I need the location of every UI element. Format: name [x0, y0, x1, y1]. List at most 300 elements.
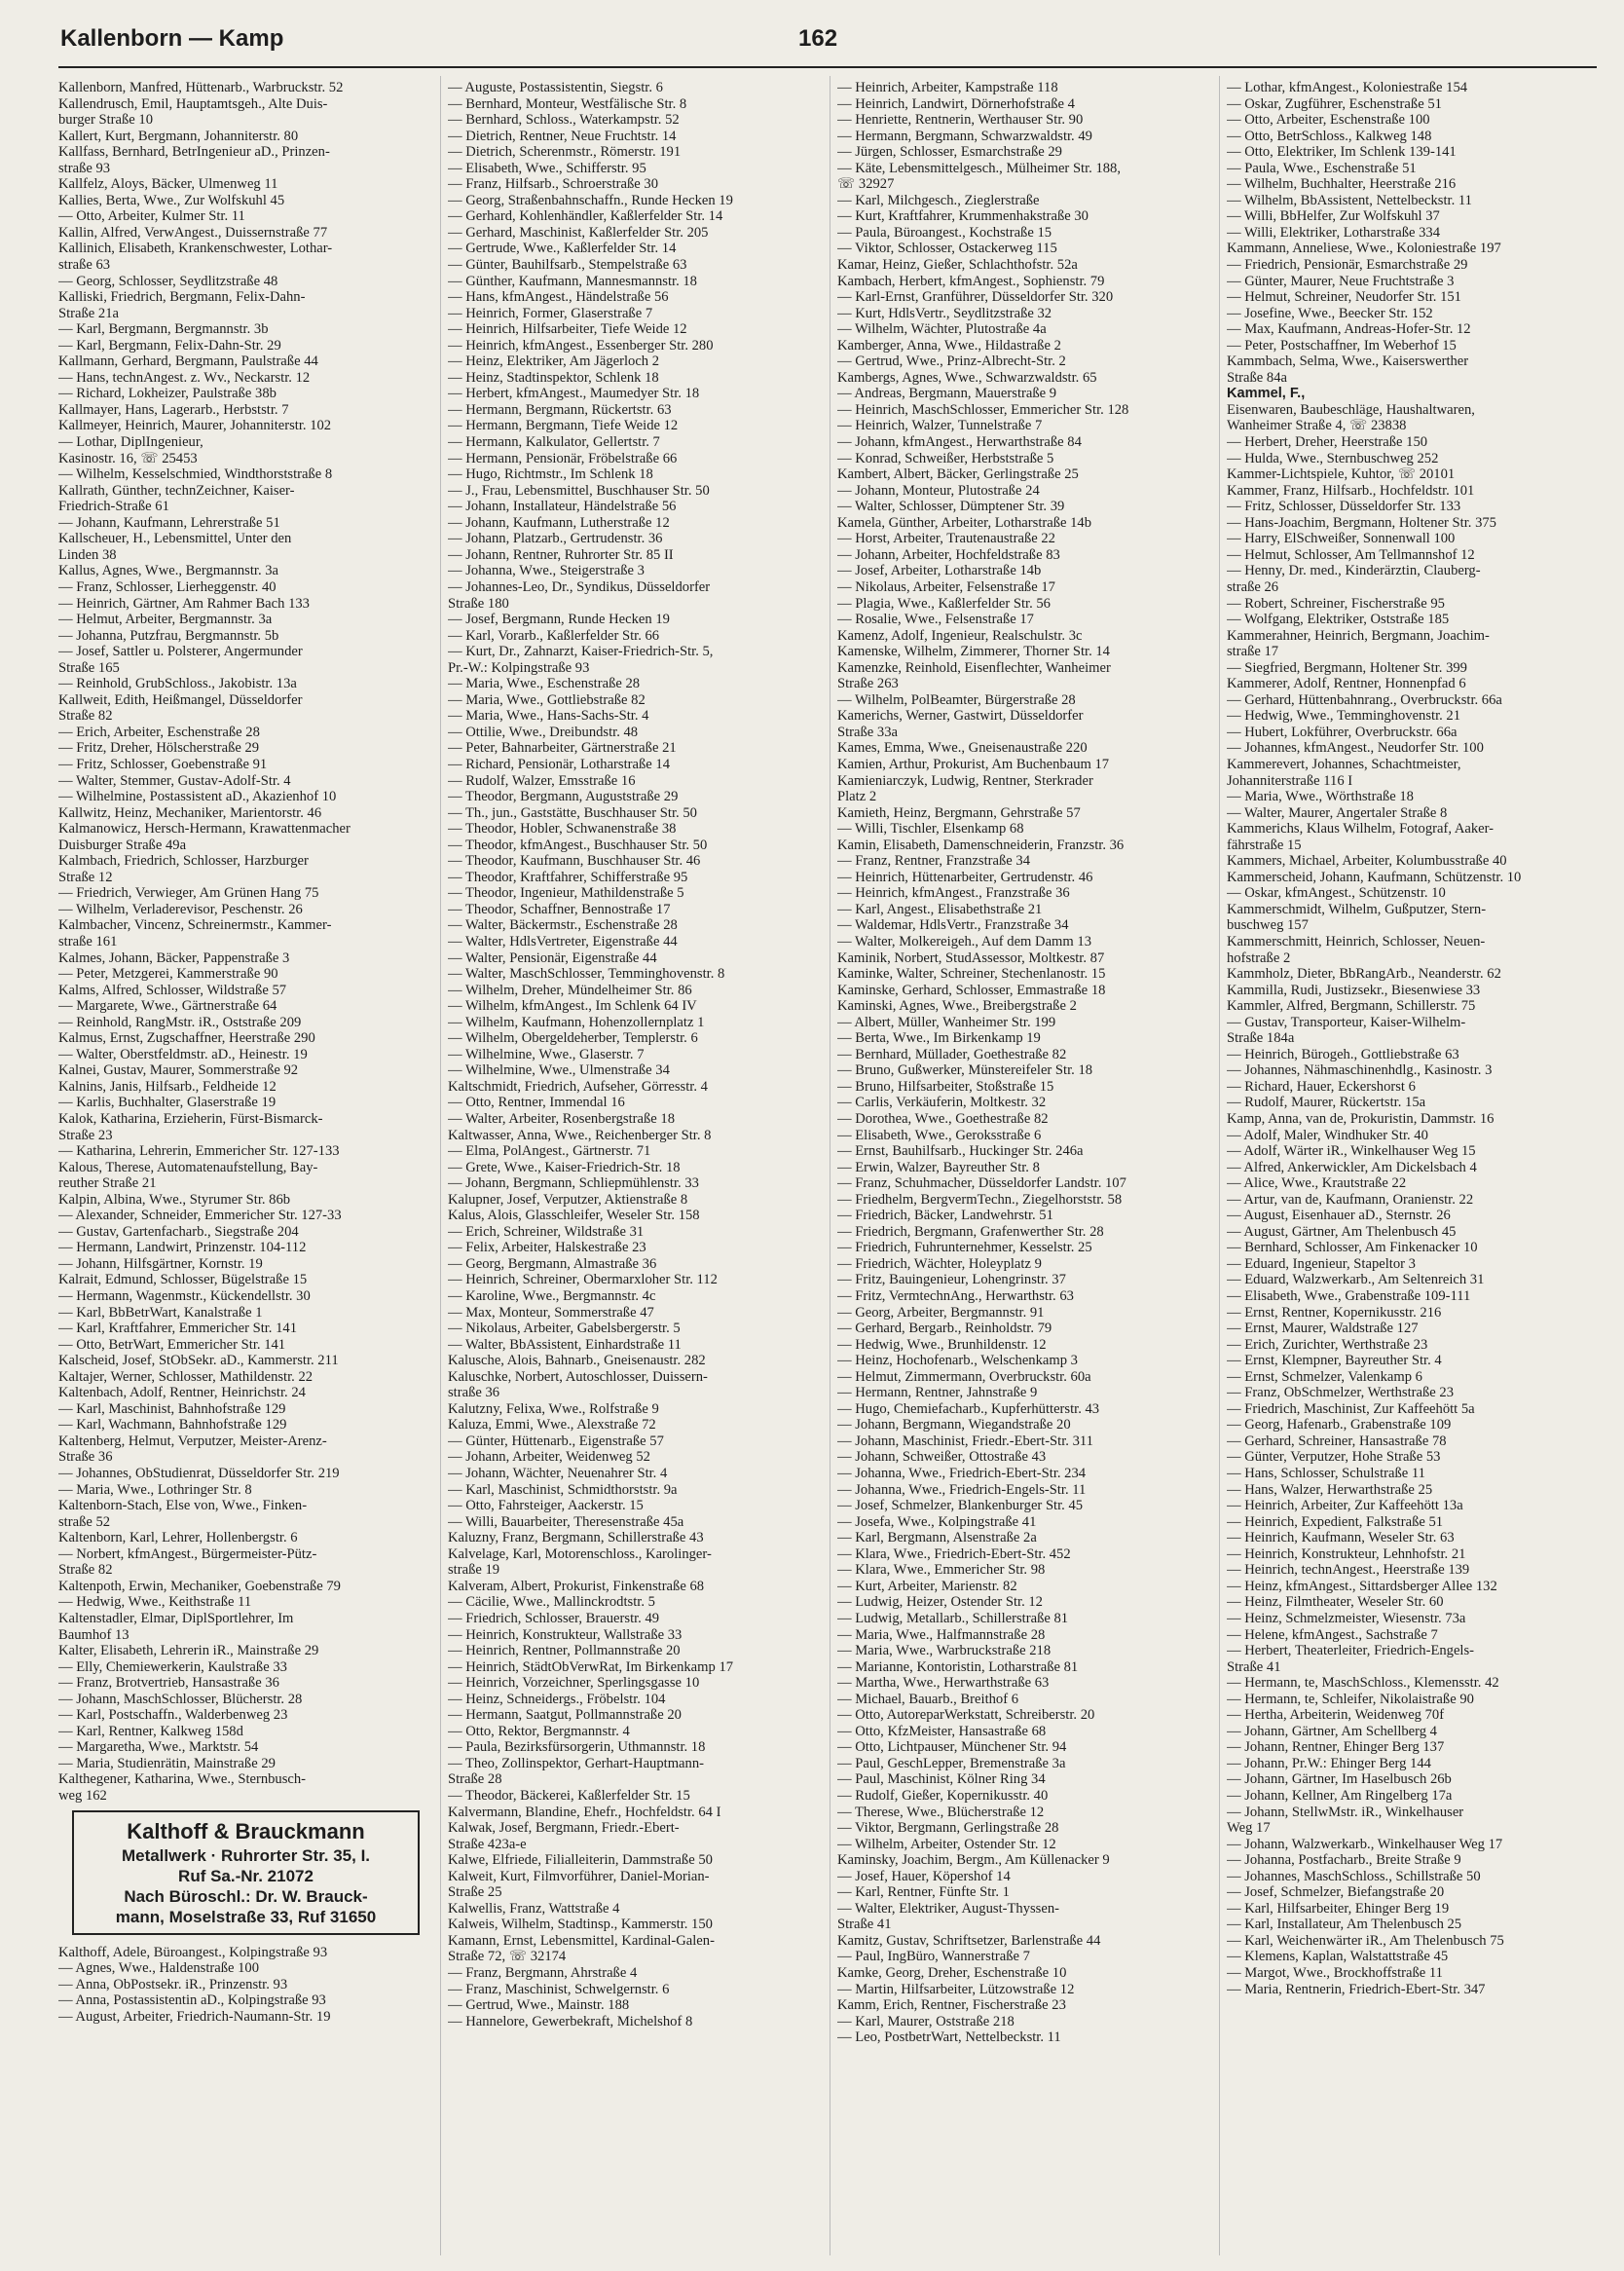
directory-entry-line: Kamke, Georg, Dreher, Eschenstraße 10 — [837, 1964, 1067, 1981]
directory-entry-line: — Richard, Lokheizer, Paulstraße 38b — [58, 386, 277, 402]
directory-entry-line: — Wilhelm, Obergeldeherber, Templerstr. 6 — [448, 1030, 698, 1047]
directory-entry-line: Kaminski, Agnes, Wwe., Breibergstraße 2 — [837, 998, 1077, 1015]
directory-entry-line: — Paul, IngBüro, Wannerstraße 7 — [837, 1949, 1030, 1965]
directory-entry-line: Baumhof 13 — [58, 1626, 129, 1643]
directory-entry-line: — Johann, Monteur, Plutostraße 24 — [837, 482, 1040, 499]
directory-entry-line: Straße 184a — [1227, 1030, 1295, 1047]
directory-entry-line: — Wolfgang, Elektriker, Oststraße 185 — [1227, 612, 1450, 628]
directory-entry-line: — J., Frau, Lebensmittel, Buschhauser Str. 50 — [448, 482, 710, 499]
advertisement-box — [72, 1810, 420, 1935]
directory-entry-line: — Hedwig, Wwe., Keithstraße 11 — [58, 1594, 252, 1611]
directory-entry-line: — Herbert, Dreher, Heerstraße 150 — [1227, 434, 1428, 451]
directory-entry-line: — Johann, Hilfsgärtner, Kornstr. 19 — [58, 1255, 263, 1272]
directory-entry-line: — Katharina, Lehrerin, Emmericher Str. 127-133 — [58, 1143, 340, 1160]
directory-entry-line: — Peter, Bahnarbeiter, Gärtnerstraße 21 — [448, 740, 677, 757]
directory-entry-line: Kalliski, Friedrich, Bergmann, Felix-Dahn- — [58, 289, 306, 306]
directory-entry-line: — August, Gärtner, Am Thelenbusch 45 — [1227, 1223, 1457, 1240]
directory-entry-line: — Rosalie, Wwe., Felsenstraße 17 — [837, 612, 1034, 628]
directory-entry-line: — Walter, Pensionär, Eigenstraße 44 — [448, 949, 657, 966]
directory-entry-line: — Heinrich, Bürogeh., Gottliebstraße 63 — [1227, 1046, 1459, 1062]
directory-entry-line: straße 161 — [58, 933, 118, 949]
directory-entry-line: — Günter, Hüttenarb., Eigenstraße 57 — [448, 1433, 664, 1449]
directory-entry-line: — Hans, Schlosser, Schulstraße 11 — [1227, 1466, 1425, 1482]
directory-entry-line: — Hans, kfmAngest., Händelstraße 56 — [448, 289, 669, 306]
directory-entry-line: weg 162 — [58, 1787, 107, 1804]
column-4 — [1227, 80, 1597, 1997]
directory-entry-line: Kalmbacher, Vincenz, Schreinermstr., Kammer- — [58, 917, 332, 934]
directory-entry-line: — Klara, Wwe., Friedrich-Ebert-Str. 452 — [837, 1545, 1071, 1562]
column-3 — [837, 80, 1212, 2046]
directory-entry-line: Straße 28 — [448, 1771, 502, 1788]
directory-entry-line: Kalter, Elisabeth, Lehrerin iR., Mainstraße 29 — [58, 1643, 319, 1659]
directory-entry-line: — Willi, Elektriker, Lotharstraße 334 — [1227, 224, 1441, 241]
directory-entry-line: Kamieth, Heinz, Bergmann, Gehrstraße 57 — [837, 804, 1081, 821]
directory-entry-line: Straße 180 — [448, 595, 509, 612]
directory-entry-line: Platz 2 — [837, 789, 877, 805]
directory-entry-line: straße 17 — [1227, 644, 1279, 660]
directory-entry-line: — Erich, Schreiner, Wildstraße 31 — [448, 1223, 645, 1240]
directory-entry-line: — Hermann, Rentner, Jahnstraße 9 — [837, 1385, 1038, 1401]
directory-entry-line: — Otto, BetrWart, Emmericher Str. 141 — [58, 1336, 286, 1353]
directory-entry-line: Kammerschmidt, Wilhelm, Gußputzer, Stern- — [1227, 901, 1487, 917]
directory-entry-line: Straße 263 — [837, 676, 899, 692]
directory-entry-line: — Franz, Schuhmacher, Düsseldorfer Landstr. 107 — [837, 1175, 1126, 1192]
directory-entry-line: — Johann, Arbeiter, Hochfeldstraße 83 — [837, 546, 1060, 563]
directory-entry-line: — Friedrich, Verwieger, Am Grünen Hang 75 — [58, 885, 319, 902]
directory-entry-line: — Klemens, Kaplan, Walstattstraße 45 — [1227, 1949, 1449, 1965]
directory-entry-line: — Heinz, Stadtinspektor, Schlenk 18 — [448, 369, 659, 386]
directory-entry-line: — Gustav, Transporteur, Kaiser-Wilhelm- — [1227, 1014, 1466, 1030]
directory-entry-line: — Robert, Schreiner, Fischerstraße 95 — [1227, 595, 1445, 612]
directory-entry-line: — Martin, Hilfsarbeiter, Lützowstraße 12 — [837, 1981, 1075, 1997]
directory-entry-line: straße 63 — [58, 257, 111, 274]
directory-entry-line: — Johanna, Wwe., Friedrich-Engels-Str. 11 — [837, 1481, 1087, 1498]
page-number: 162 — [798, 25, 838, 52]
directory-entry-line: — Heinz, Schneidergs., Fröbelstr. 104 — [448, 1691, 666, 1707]
directory-entry-line: Kaltschmidt, Friedrich, Aufseher, Görresstr. 4 — [448, 1078, 708, 1095]
directory-entry-line: — Karl, Rentner, Fünfte Str. 1 — [837, 1884, 1010, 1901]
directory-entry-line: Kalms, Alfred, Schlosser, Wildstraße 57 — [58, 982, 287, 998]
directory-entry-line: — Heinrich, Kaufmann, Weseler Str. 63 — [1227, 1530, 1455, 1546]
directory-entry-line: — Friedhelm, BergvermTechn., Ziegelhorststr. 58 — [837, 1191, 1123, 1208]
directory-entry-line: Kambergs, Agnes, Wwe., Schwarzwaldstr. 65 — [837, 369, 1097, 386]
directory-entry-line: — Gertrud, Wwe., Prinz-Albrecht-Str. 2 — [837, 354, 1066, 370]
directory-entry-line: — Margot, Wwe., Brockhoffstraße 11 — [1227, 1964, 1443, 1981]
directory-entry-line: Linden 38 — [58, 546, 117, 563]
directory-entry-line: — Johann, Wächter, Neuenahrer Str. 4 — [448, 1466, 668, 1482]
directory-entry-line: Kalvelage, Karl, Motorenschloss., Karolinger- — [448, 1545, 712, 1562]
directory-entry-line: ☏ 32927 — [837, 176, 895, 193]
directory-entry-line: — Johann, MaschSchlosser, Blücherstr. 28 — [58, 1691, 303, 1707]
directory-entry-line: — Josef, Sattler u. Polsterer, Angermunder — [58, 644, 303, 660]
directory-entry-line: — Friedrich, Fuhrunternehmer, Kesselstr. 25 — [837, 1240, 1092, 1256]
directory-entry-line: — Karoline, Wwe., Bergmannstr. 4c — [448, 1288, 656, 1305]
directory-entry-line: — Maria, Studienrätin, Mainstraße 29 — [58, 1755, 276, 1771]
directory-entry-line: Kammerschmitt, Heinrich, Schlosser, Neuen- — [1227, 933, 1486, 949]
directory-entry-line: Kallus, Agnes, Wwe., Bergmannstr. 3a — [58, 563, 279, 579]
directory-entry-line: — Auguste, Postassistentin, Siegstr. 6 — [448, 80, 663, 95]
directory-entry-line: — Wilhelm, Verladerevisor, Peschenstr. 26 — [58, 901, 303, 917]
directory-entry-line: — Josef, Schmelzer, Biefangstraße 20 — [1227, 1884, 1445, 1901]
directory-entry-line: — Bruno, Hilfsarbeiter, Stoßstraße 15 — [837, 1078, 1054, 1095]
directory-entry-line: — Jürgen, Schlosser, Esmarchstraße 29 — [837, 144, 1062, 161]
directory-entry-line: Kalweis, Wilhelm, Stadtinsp., Kammerstr. 150 — [448, 1917, 713, 1933]
directory-entry-line: — Konrad, Schweißer, Herbststraße 5 — [837, 450, 1054, 466]
directory-page — [58, 25, 1597, 2255]
directory-entry-line: straße 19 — [448, 1562, 500, 1579]
directory-entry-line: Straße 12 — [58, 869, 113, 885]
directory-entry-line: Kalmus, Ernst, Zugschaffner, Heerstraße 290 — [58, 1030, 315, 1047]
directory-entry-line: — Gertrud, Wwe., Mainstr. 188 — [448, 1997, 630, 2014]
directory-entry-line: Kalvermann, Blandine, Ehefr., Hochfeldstr. 64 I — [448, 1804, 721, 1820]
directory-entry-line: Kammerer, Adolf, Rentner, Honnenpfad 6 — [1227, 676, 1466, 692]
directory-entry-line: — Walter, Bäckermstr., Eschenstraße 28 — [448, 917, 678, 934]
directory-entry-line: — Günter, Verputzer, Hohe Straße 53 — [1227, 1449, 1441, 1466]
directory-entry-line: Kamien, Arthur, Prokurist, Am Buchenbaum 17 — [837, 756, 1110, 772]
advertisement-line: Metallwerk · Ruhrorter Str. 35, I. — [121, 1845, 371, 1865]
directory-entry-line: — Johann, Bergmann, Wiegandstraße 20 — [837, 1417, 1071, 1433]
directory-entry-line: — Hedwig, Wwe., Temminghovenstr. 21 — [1227, 708, 1461, 725]
directory-entry-line: Duisburger Straße 49a — [58, 837, 187, 853]
directory-entry-line: — Walter, MaschSchlosser, Temminghovenstr. 8 — [448, 966, 725, 983]
directory-entry-line: — Horst, Arbeiter, Trautenaustraße 22 — [837, 531, 1055, 547]
directory-entry-line: — Ludwig, Metallarb., Schillerstraße 81 — [837, 1610, 1069, 1626]
directory-entry-line: buschweg 157 — [1227, 917, 1309, 934]
directory-entry-line: — Karl-Ernst, Granführer, Düsseldorfer Str. 320 — [837, 289, 1114, 306]
directory-entry-line: — Anna, Postassistentin aD., Kolpingstraße 93 — [58, 1992, 326, 2009]
directory-entry-line: Kammerscheid, Johann, Kaufmann, Schützenstr. 10 — [1227, 869, 1522, 885]
directory-entry-line: — Walter, Elektriker, August-Thyssen- — [837, 1900, 1059, 1917]
directory-entry-line: — Johann, Kaufmann, Lutherstraße 12 — [448, 514, 670, 531]
directory-entry-line: — Gerhard, Maschinist, Kaßlerfelder Str. 205 — [448, 224, 709, 241]
directory-entry-line: Wanheimer Straße 4, ☏ 23838 — [1227, 418, 1407, 434]
directory-entry-line: — Norbert, kfmAngest., Bürgermeister-Pütz- — [58, 1545, 317, 1562]
directory-entry-line: — Elisabeth, Wwe., Schifferstr. 95 — [448, 160, 646, 176]
page-header — [58, 25, 1597, 64]
directory-entry-line: — Gertrude, Wwe., Kaßlerfelder Str. 14 — [448, 241, 677, 257]
directory-entry-line: — Paul, GeschLepper, Bremenstraße 3a — [837, 1755, 1066, 1771]
directory-entry-line: Kammel, F., — [1227, 386, 1306, 402]
directory-entry-line: — Hans-Joachim, Bergmann, Holtener Str. 375 — [1227, 514, 1496, 531]
directory-entry-line: — Harry, ElSchweißer, Sonnenwall 100 — [1227, 531, 1456, 547]
directory-entry-line: — Heinrich, Former, Glaserstraße 7 — [448, 305, 653, 321]
directory-entry-line: — Josefine, Wwe., Beecker Str. 152 — [1227, 305, 1433, 321]
directory-entry-line: — Rudolf, Gießer, Kopernikusstr. 40 — [837, 1787, 1049, 1804]
directory-entry-line: — Dietrich, Scherenmstr., Römerstr. 191 — [448, 144, 682, 161]
directory-entry-line: — Eduard, Walzwerkarb., Am Seltenreich 31 — [1227, 1272, 1485, 1288]
directory-entry-line: — Helmut, Zimmermann, Overbruckstr. 60a — [837, 1368, 1091, 1385]
directory-entry-line: — Peter, Postschaffner, Im Weberhof 15 — [1227, 337, 1457, 354]
directory-entry-line: Kalous, Therese, Automatenaufstellung, Bay- — [58, 1159, 318, 1175]
directory-entry-line: — Therese, Wwe., Blücherstraße 12 — [837, 1804, 1045, 1820]
directory-entry-line: — Ernst, Bauhilfsarb., Huckinger Str. 246a — [837, 1143, 1084, 1160]
directory-entry-line: — Heinrich, MaschSchlosser, Emmericher Str. 128 — [837, 401, 1129, 418]
directory-entry-line: — Karl, Bergmann, Alsenstraße 2a — [837, 1530, 1037, 1546]
directory-entry-line: — Karl, Vorarb., Kaßlerfelder Str. 66 — [448, 627, 660, 644]
directory-entry-line: — Alfred, Ankerwickler, Am Dickelsbach 4 — [1227, 1159, 1477, 1175]
directory-entry-line: — Johann, Bergmann, Schliepmühlenstr. 33 — [448, 1175, 699, 1192]
directory-entry-line: — Otto, Fahrsteiger, Aackerstr. 15 — [448, 1498, 644, 1514]
directory-entry-line: — Johann, Rentner, Ruhrorter Str. 85 II — [448, 546, 674, 563]
column-divider — [1219, 76, 1220, 2255]
directory-entry-line: — Wilhelm, Kaufmann, Hohenzollernplatz 1 — [448, 1014, 705, 1030]
directory-entry-line: — Martha, Wwe., Herwarthstraße 63 — [837, 1675, 1050, 1692]
directory-entry-line: — Johanna, Postfacharb., Breite Straße 9 — [1227, 1852, 1461, 1869]
directory-entry-line: — Heinz, kfmAngest., Sittardsberger Allee 132 — [1227, 1578, 1497, 1594]
header-rule — [58, 66, 1597, 68]
directory-entry-line: — Herbert, Theaterleiter, Friedrich-Engels- — [1227, 1643, 1475, 1659]
directory-entry-line: — Fritz, Schlosser, Goebenstraße 91 — [58, 756, 268, 772]
directory-entry-line: — Carlis, Verkäuferin, Moltkestr. 32 — [837, 1095, 1047, 1111]
directory-entry-line: — Otto, Elektriker, Im Schlenk 139-141 — [1227, 144, 1457, 161]
directory-entry-line: — Otto, Rektor, Bergmannstr. 4 — [448, 1723, 630, 1739]
directory-entry-line: Kamieniarczyk, Ludwig, Rentner, Sterkrader — [837, 772, 1093, 789]
directory-entry-line: Friedrich-Straße 61 — [58, 499, 169, 515]
directory-entry-line: — Bernhard, Müllader, Goethestraße 82 — [837, 1046, 1067, 1062]
directory-entry-line: Kalthoff, Adele, Büroangest., Kolpingstraße 93 — [58, 1944, 328, 1960]
directory-entry-line: — Rudolf, Walzer, Emsstraße 16 — [448, 772, 636, 789]
directory-entry-line: Kalupner, Josef, Verputzer, Aktienstraße 8 — [448, 1191, 688, 1208]
directory-entry-line: Kamenzke, Reinhold, Eisenflechter, Wanheimer — [837, 659, 1111, 676]
directory-entry-line: Kammerahner, Heinrich, Bergmann, Joachim- — [1227, 627, 1490, 644]
directory-entry-line: — Heinrich, technAngest., Heerstraße 139 — [1227, 1562, 1470, 1579]
directory-entry-line: — Elma, PolAngest., Gärtnerstr. 71 — [448, 1143, 651, 1160]
directory-entry-line: — Theodor, Hobler, Schwanenstraße 38 — [448, 821, 677, 838]
directory-entry-line: — Agnes, Wwe., Haldenstraße 100 — [58, 1960, 260, 1977]
directory-entry-line: — Andreas, Bergmann, Mauerstraße 9 — [837, 386, 1057, 402]
directory-entry-line: Kasinostr. 16, ☏ 25453 — [58, 450, 198, 466]
directory-entry-line: — Johannes-Leo, Dr., Syndikus, Düsseldorfer — [448, 578, 711, 595]
directory-entry-line: Straße 165 — [58, 659, 120, 676]
directory-entry-line: — Maria, Wwe., Lothringer Str. 8 — [58, 1481, 252, 1498]
directory-entry-line: Kalus, Alois, Glasschleifer, Weseler Str. 158 — [448, 1208, 700, 1224]
directory-entry-line: — Erich, Zurichter, Werthstraße 23 — [1227, 1336, 1428, 1353]
directory-entry-line: Kalwellis, Franz, Wattstraße 4 — [448, 1900, 620, 1917]
directory-entry-line: — Käte, Lebensmittelgesch., Mülheimer Str. 188, — [837, 160, 1122, 176]
directory-entry-line: — Johann, Walzwerkarb., Winkelhauser Weg 17 — [1227, 1836, 1503, 1852]
directory-entry-line: Kalpin, Albina, Wwe., Styrumer Str. 86b — [58, 1191, 291, 1208]
directory-entry-line: Kaltenstadler, Elmar, DiplSportlehrer, Im — [58, 1610, 294, 1626]
directory-entry-line: — Waldemar, HdlsVertr., Franzstraße 34 — [837, 917, 1069, 934]
directory-entry-line: — Johann, Installateur, Händelstraße 56 — [448, 499, 677, 515]
directory-entry-line: — Ludwig, Heizer, Ostender Str. 12 — [837, 1594, 1043, 1611]
directory-entry-line: — Nikolaus, Arbeiter, Gabelsbergerstr. 5 — [448, 1321, 681, 1337]
directory-entry-line: — Heinrich, Arbeiter, Kampstraße 118 — [837, 80, 1058, 95]
directory-entry-line: — Peter, Metzgerei, Kammerstraße 90 — [58, 966, 278, 983]
directory-entry-line: — Heinrich, Landwirt, Dörnerhofstraße 4 — [837, 95, 1075, 112]
directory-entry-line: — Gerhard, Hüttenbahnrang., Overbruckstr. 66a — [1227, 691, 1502, 708]
directory-entry-line: — Franz, Maschinist, Schwelgernstr. 6 — [448, 1981, 670, 1997]
directory-entry-line: — Klara, Wwe., Emmericher Str. 98 — [837, 1562, 1046, 1579]
directory-entry-line: — Hedwig, Wwe., Brunhildenstr. 12 — [837, 1336, 1047, 1353]
directory-entry-line: — Heinrich, Hüttenarbeiter, Gertrudenstr. 46 — [837, 869, 1093, 885]
directory-entry-line: — Felix, Arbeiter, Halskestraße 23 — [448, 1240, 646, 1256]
directory-entry-line: — Josef, Bergmann, Runde Hecken 19 — [448, 612, 670, 628]
directory-entry-line: straße 93 — [58, 160, 111, 176]
directory-entry-line: — Viktor, Bergmann, Gerlingstraße 28 — [837, 1820, 1059, 1837]
directory-entry-line: Kallrath, Günther, technZeichner, Kaiser- — [58, 482, 295, 499]
directory-entry-line: — Hermann, Wagenmstr., Kückendellstr. 30 — [58, 1288, 311, 1305]
directory-entry-line: — Hans, Walzer, Herwarthstraße 25 — [1227, 1481, 1433, 1498]
directory-entry-line: — Grete, Wwe., Kaiser-Friedrich-Str. 18 — [448, 1159, 681, 1175]
directory-entry-line: — Otto, Lichtpauser, Münchener Str. 94 — [837, 1739, 1067, 1756]
directory-entry-line: Kallinich, Elisabeth, Krankenschwester, Lothar- — [58, 241, 333, 257]
directory-entry-line: — Theodor, kfmAngest., Buschhauser Str. 50 — [448, 837, 708, 853]
directory-entry-line: — Johann, StellwMstr. iR., Winkelhauser — [1227, 1804, 1464, 1820]
directory-entry-line: Straße 72, ☏ 32174 — [448, 1949, 567, 1965]
directory-entry-line: — Friedrich, Pensionär, Esmarchstraße 29 — [1227, 257, 1468, 274]
directory-entry-line: Kalwak, Josef, Bergmann, Friedr.-Ebert- — [448, 1820, 680, 1837]
directory-entry-line: — Heinz, Hochofenarb., Welschenkamp 3 — [837, 1353, 1078, 1369]
directory-entry-line: — Heinrich, Konstrukteur, Wallstraße 33 — [448, 1626, 683, 1643]
directory-entry-line: — Johann, Gärtner, Im Haselbusch 26b — [1227, 1771, 1452, 1788]
directory-entry-line: — Johanna, Wwe., Friedrich-Ebert-Str. 234 — [837, 1466, 1087, 1482]
directory-entry-line: — Karl, Weichenwärter iR., Am Thelenbusch 75 — [1227, 1932, 1504, 1949]
directory-entry-line: — Franz, Bergmann, Ahrstraße 4 — [448, 1964, 638, 1981]
directory-entry-line: Kallert, Kurt, Bergmann, Johanniterstr. 80 — [58, 128, 299, 144]
directory-entry-line: — Maria, Wwe., Halfmannstraße 28 — [837, 1626, 1046, 1643]
directory-entry-line: — Siegfried, Bergmann, Holtener Str. 399 — [1227, 659, 1467, 676]
directory-entry-line: — Karl, Maurer, Oststraße 218 — [837, 2013, 1015, 2029]
directory-entry-line: fährstraße 15 — [1227, 837, 1302, 853]
directory-entry-line: burger Straße 10 — [58, 112, 153, 129]
directory-entry-line: — Elly, Chemiewerkerin, Kaulstraße 33 — [58, 1658, 287, 1675]
directory-entry-line: — Walter, Schlosser, Dümptener Str. 39 — [837, 499, 1065, 515]
directory-entry-line: — Hermann, te, Schleifer, Nikolaistraße 90 — [1227, 1691, 1474, 1707]
directory-entry-line: Kaltajer, Werner, Schlosser, Mathildenstr. 22 — [58, 1368, 314, 1385]
directory-entry-line: — Heinz, Filmtheater, Weseler Str. 60 — [1227, 1594, 1444, 1611]
directory-entry-line: — Maria, Rentnerin, Friedrich-Ebert-Str. 347 — [1227, 1981, 1486, 1997]
directory-entry-line: — Margarete, Wwe., Gärtnerstraße 64 — [58, 998, 277, 1015]
directory-entry-line: Kamenz, Adolf, Ingenieur, Realschulstr. 3c — [837, 627, 1083, 644]
directory-entry-line: Kaltenbach, Adolf, Rentner, Heinrichstr. 24 — [58, 1385, 306, 1401]
directory-entry-line: — Heinrich, Konstrukteur, Lehnhofstr. 21 — [1227, 1545, 1466, 1562]
directory-entry-line: Kaminsky, Joachim, Bergm., Am Küllenacker 9 — [837, 1852, 1110, 1869]
directory-entry-line: — Heinz, Schmelzmeister, Wiesenstr. 73a — [1227, 1610, 1466, 1626]
directory-entry-line: Kamm, Erich, Rentner, Fischerstraße 23 — [837, 1997, 1066, 2014]
directory-entry-line: Kammholz, Dieter, BbRangArb., Neanderstr. 62 — [1227, 966, 1501, 983]
directory-entry-line: — Kurt, HdlsVertr., Seydlitzstraße 32 — [837, 305, 1052, 321]
directory-entry-line: Kalok, Katharina, Erzieherin, Fürst-Bismarck- — [58, 1111, 323, 1127]
directory-entry-line: — Georg, Bergmann, Almastraße 36 — [448, 1255, 657, 1272]
directory-entry-line: — Karl, Bergmann, Bergmannstr. 3b — [58, 321, 269, 338]
directory-entry-line: — Oskar, Zugführer, Eschenstraße 51 — [1227, 95, 1442, 112]
directory-entry-line: — Karl, BbBetrWart, Kanalstraße 1 — [58, 1304, 263, 1321]
directory-entry-line: — Hermann, Bergmann, Schwarzwaldstr. 49 — [837, 128, 1092, 144]
directory-entry-line: — Herbert, kfmAngest., Maumedyer Str. 18 — [448, 386, 700, 402]
directory-entry-line: — Wilhelm, Dreher, Mündelheimer Str. 86 — [448, 982, 692, 998]
directory-entry-line: Straße 23 — [58, 1127, 113, 1143]
directory-entry-line: — Hertha, Arbeiterin, Weidenweg 70f — [1227, 1707, 1445, 1724]
directory-entry-line: — Gerhard, Schreiner, Hansastraße 78 — [1227, 1433, 1447, 1449]
directory-entry-line: Weg 17 — [1227, 1820, 1271, 1837]
directory-entry-line: Kaminke, Walter, Schreiner, Stechenlanostr. 15 — [837, 966, 1106, 983]
directory-entry-line: — Elisabeth, Wwe., Geroksstraße 6 — [837, 1127, 1042, 1143]
directory-entry-line: — Walter, Stemmer, Gustav-Adolf-Str. 4 — [58, 772, 291, 789]
directory-entry-line: — Richard, Hauer, Eckershorst 6 — [1227, 1078, 1416, 1095]
directory-entry-line: — Oskar, kfmAngest., Schützenstr. 10 — [1227, 885, 1446, 902]
directory-entry-line: — Reinhold, RangMstr. iR., Oststraße 209 — [58, 1014, 302, 1030]
directory-entry-line: Kammbach, Selma, Wwe., Kaiserswerther — [1227, 354, 1469, 370]
directory-entry-line: — Wilhelm, Buchhalter, Heerstraße 216 — [1227, 176, 1457, 193]
directory-entry-line: — Johann, Pr.W.: Ehinger Berg 144 — [1227, 1755, 1431, 1771]
directory-entry-line: — Erwin, Walzer, Bayreuther Str. 8 — [837, 1159, 1040, 1175]
directory-entry-line: Kalnins, Janis, Hilfsarb., Feldheide 12 — [58, 1078, 277, 1095]
directory-entry-line: — Hans, technAngest. z. Wv., Neckarstr. 12 — [58, 369, 311, 386]
directory-entry-line: — Maria, Wwe., Eschenstraße 28 — [448, 676, 641, 692]
directory-entry-line: — Gerhard, Bergarb., Reinholdstr. 79 — [837, 1321, 1052, 1337]
directory-entry-line: — Heinrich, Expedient, Falkstraße 51 — [1227, 1513, 1444, 1530]
directory-entry-line: — Alexander, Schneider, Emmericher Str. 127-33 — [58, 1208, 342, 1224]
directory-entry-line: — Maria, Wwe., Hans-Sachs-Str. 4 — [448, 708, 649, 725]
directory-entry-line: — Hubert, Lokführer, Overbruckstr. 66a — [1227, 724, 1458, 740]
directory-entry-line: — Walter, BbAssistent, Einhardstraße 11 — [448, 1336, 682, 1353]
directory-entry-line: — Richard, Pensionär, Lotharstraße 14 — [448, 756, 670, 772]
advertisement-line: Nach Büroschl.: Dr. W. Brauck- — [124, 1886, 368, 1906]
directory-entry-line: Kaluza, Emmi, Wwe., Alexstraße 72 — [448, 1417, 656, 1433]
directory-entry-line: Kammer, Franz, Hilfsarb., Hochfeldstr. 101 — [1227, 482, 1475, 499]
directory-entry-line: — Heinrich, kfmAngest., Essenberger Str. 280 — [448, 337, 714, 354]
directory-entry-line: — Karl, Bergmann, Felix-Dahn-Str. 29 — [58, 337, 281, 354]
directory-entry-line: Straße 82 — [58, 708, 113, 725]
directory-entry-line: — Karl, Kraftfahrer, Emmericher Str. 141 — [58, 1321, 297, 1337]
directory-entry-line: Kalusche, Alois, Bahnarb., Gneisenaustr. 282 — [448, 1353, 706, 1369]
directory-entry-line: — Otto, Arbeiter, Eschenstraße 100 — [1227, 112, 1430, 129]
directory-entry-line: Kaltenpoth, Erwin, Mechaniker, Goebenstraße 79 — [58, 1578, 341, 1594]
directory-entry-line: — Ernst, Maurer, Waldstraße 127 — [1227, 1321, 1419, 1337]
directory-entry-line: — Dietrich, Rentner, Neue Fruchtstr. 14 — [448, 128, 677, 144]
directory-entry-line: Kalutzny, Felixa, Wwe., Rolfstraße 9 — [448, 1400, 659, 1417]
directory-entry-line: — Theodor, Kaufmann, Buschhauser Str. 46 — [448, 853, 701, 870]
directory-entry-line: — Johann, Gärtner, Am Schellberg 4 — [1227, 1723, 1437, 1739]
directory-entry-line: — Willi, Tischler, Elsenkamp 68 — [837, 821, 1024, 838]
directory-entry-line: — Anna, ObPostsekr. iR., Prinzenstr. 93 — [58, 1976, 288, 1992]
directory-entry-line: — Friedrich, Wächter, Holeyplatz 9 — [837, 1255, 1042, 1272]
directory-entry-line: Straße 25 — [448, 1884, 502, 1901]
directory-entry-line: straße 36 — [448, 1385, 500, 1401]
directory-entry-line: Kallmeyer, Heinrich, Maurer, Johanniterstr. 102 — [58, 418, 332, 434]
directory-entry-line: — August, Eisenhauer aD., Sternstr. 26 — [1227, 1208, 1451, 1224]
directory-entry-line: — Kurt, Kraftfahrer, Krummenhakstraße 30 — [837, 208, 1089, 225]
directory-entry-line: — Karl, Maschinist, Bahnhofstraße 129 — [58, 1400, 286, 1417]
directory-entry-line: — Henriette, Rentnerin, Werthauser Str. 90 — [837, 112, 1084, 129]
directory-entry-line: — Karl, Milchgesch., Zieglerstraße — [837, 192, 1040, 208]
directory-entry-line: Kalscheid, Josef, StObSekr. aD., Kammerstr. 211 — [58, 1353, 339, 1369]
directory-entry-line: — Helmut, Schlosser, Am Tellmannshof 12 — [1227, 546, 1475, 563]
directory-entry-line: — Lothar, DiplIngenieur, — [58, 434, 203, 451]
directory-entry-line: — Fritz, Bauingenieur, Lohengrinstr. 37 — [837, 1272, 1066, 1288]
column-divider — [440, 76, 441, 2255]
directory-entry-line: Kaltenborn-Stach, Else von, Wwe., Finken- — [58, 1498, 308, 1514]
directory-entry-line: — Karl, Wachmann, Bahnhofstraße 129 — [58, 1417, 287, 1433]
directory-entry-line: — Karl, Postschaffn., Walderbenweg 23 — [58, 1707, 288, 1724]
directory-entry-line: — Theodor, Kraftfahrer, Schifferstraße 95 — [448, 869, 688, 885]
directory-entry-line: — Margaretha, Wwe., Marktstr. 54 — [58, 1739, 259, 1756]
directory-entry-line: — Heinrich, kfmAngest., Franzstraße 36 — [837, 885, 1070, 902]
directory-entry-line: — Viktor, Schlosser, Ostackerweg 115 — [837, 241, 1057, 257]
directory-entry-line: — Heinrich, Gärtner, Am Rahmer Bach 133 — [58, 595, 310, 612]
directory-entry-line: Kammerevert, Johannes, Schachtmeister, — [1227, 756, 1461, 772]
directory-entry-line: — Fritz, VermtechnAng., Herwarthstr. 63 — [837, 1288, 1074, 1305]
directory-entry-line: — Helmut, Schreiner, Neudorfer Str. 151 — [1227, 289, 1461, 306]
directory-entry-line: — Gerhard, Kohlenhändler, Kaßlerfelder Str. 14 — [448, 208, 723, 225]
directory-entry-line: — Heinrich, Walzer, Tunnelstraße 7 — [837, 418, 1043, 434]
directory-entry-line: — Heinrich, Vorzeichner, Sperlingsgasse 10 — [448, 1675, 700, 1692]
directory-entry-line: straße 26 — [1227, 578, 1279, 595]
directory-entry-line: — Johann, Kaufmann, Lehrerstraße 51 — [58, 514, 280, 531]
directory-entry-line: — Reinhold, GrubSchloss., Jakobistr. 13a — [58, 676, 297, 692]
directory-entry-line: Kammilla, Rudi, Justizsekr., Biesenwiese 33 — [1227, 982, 1481, 998]
